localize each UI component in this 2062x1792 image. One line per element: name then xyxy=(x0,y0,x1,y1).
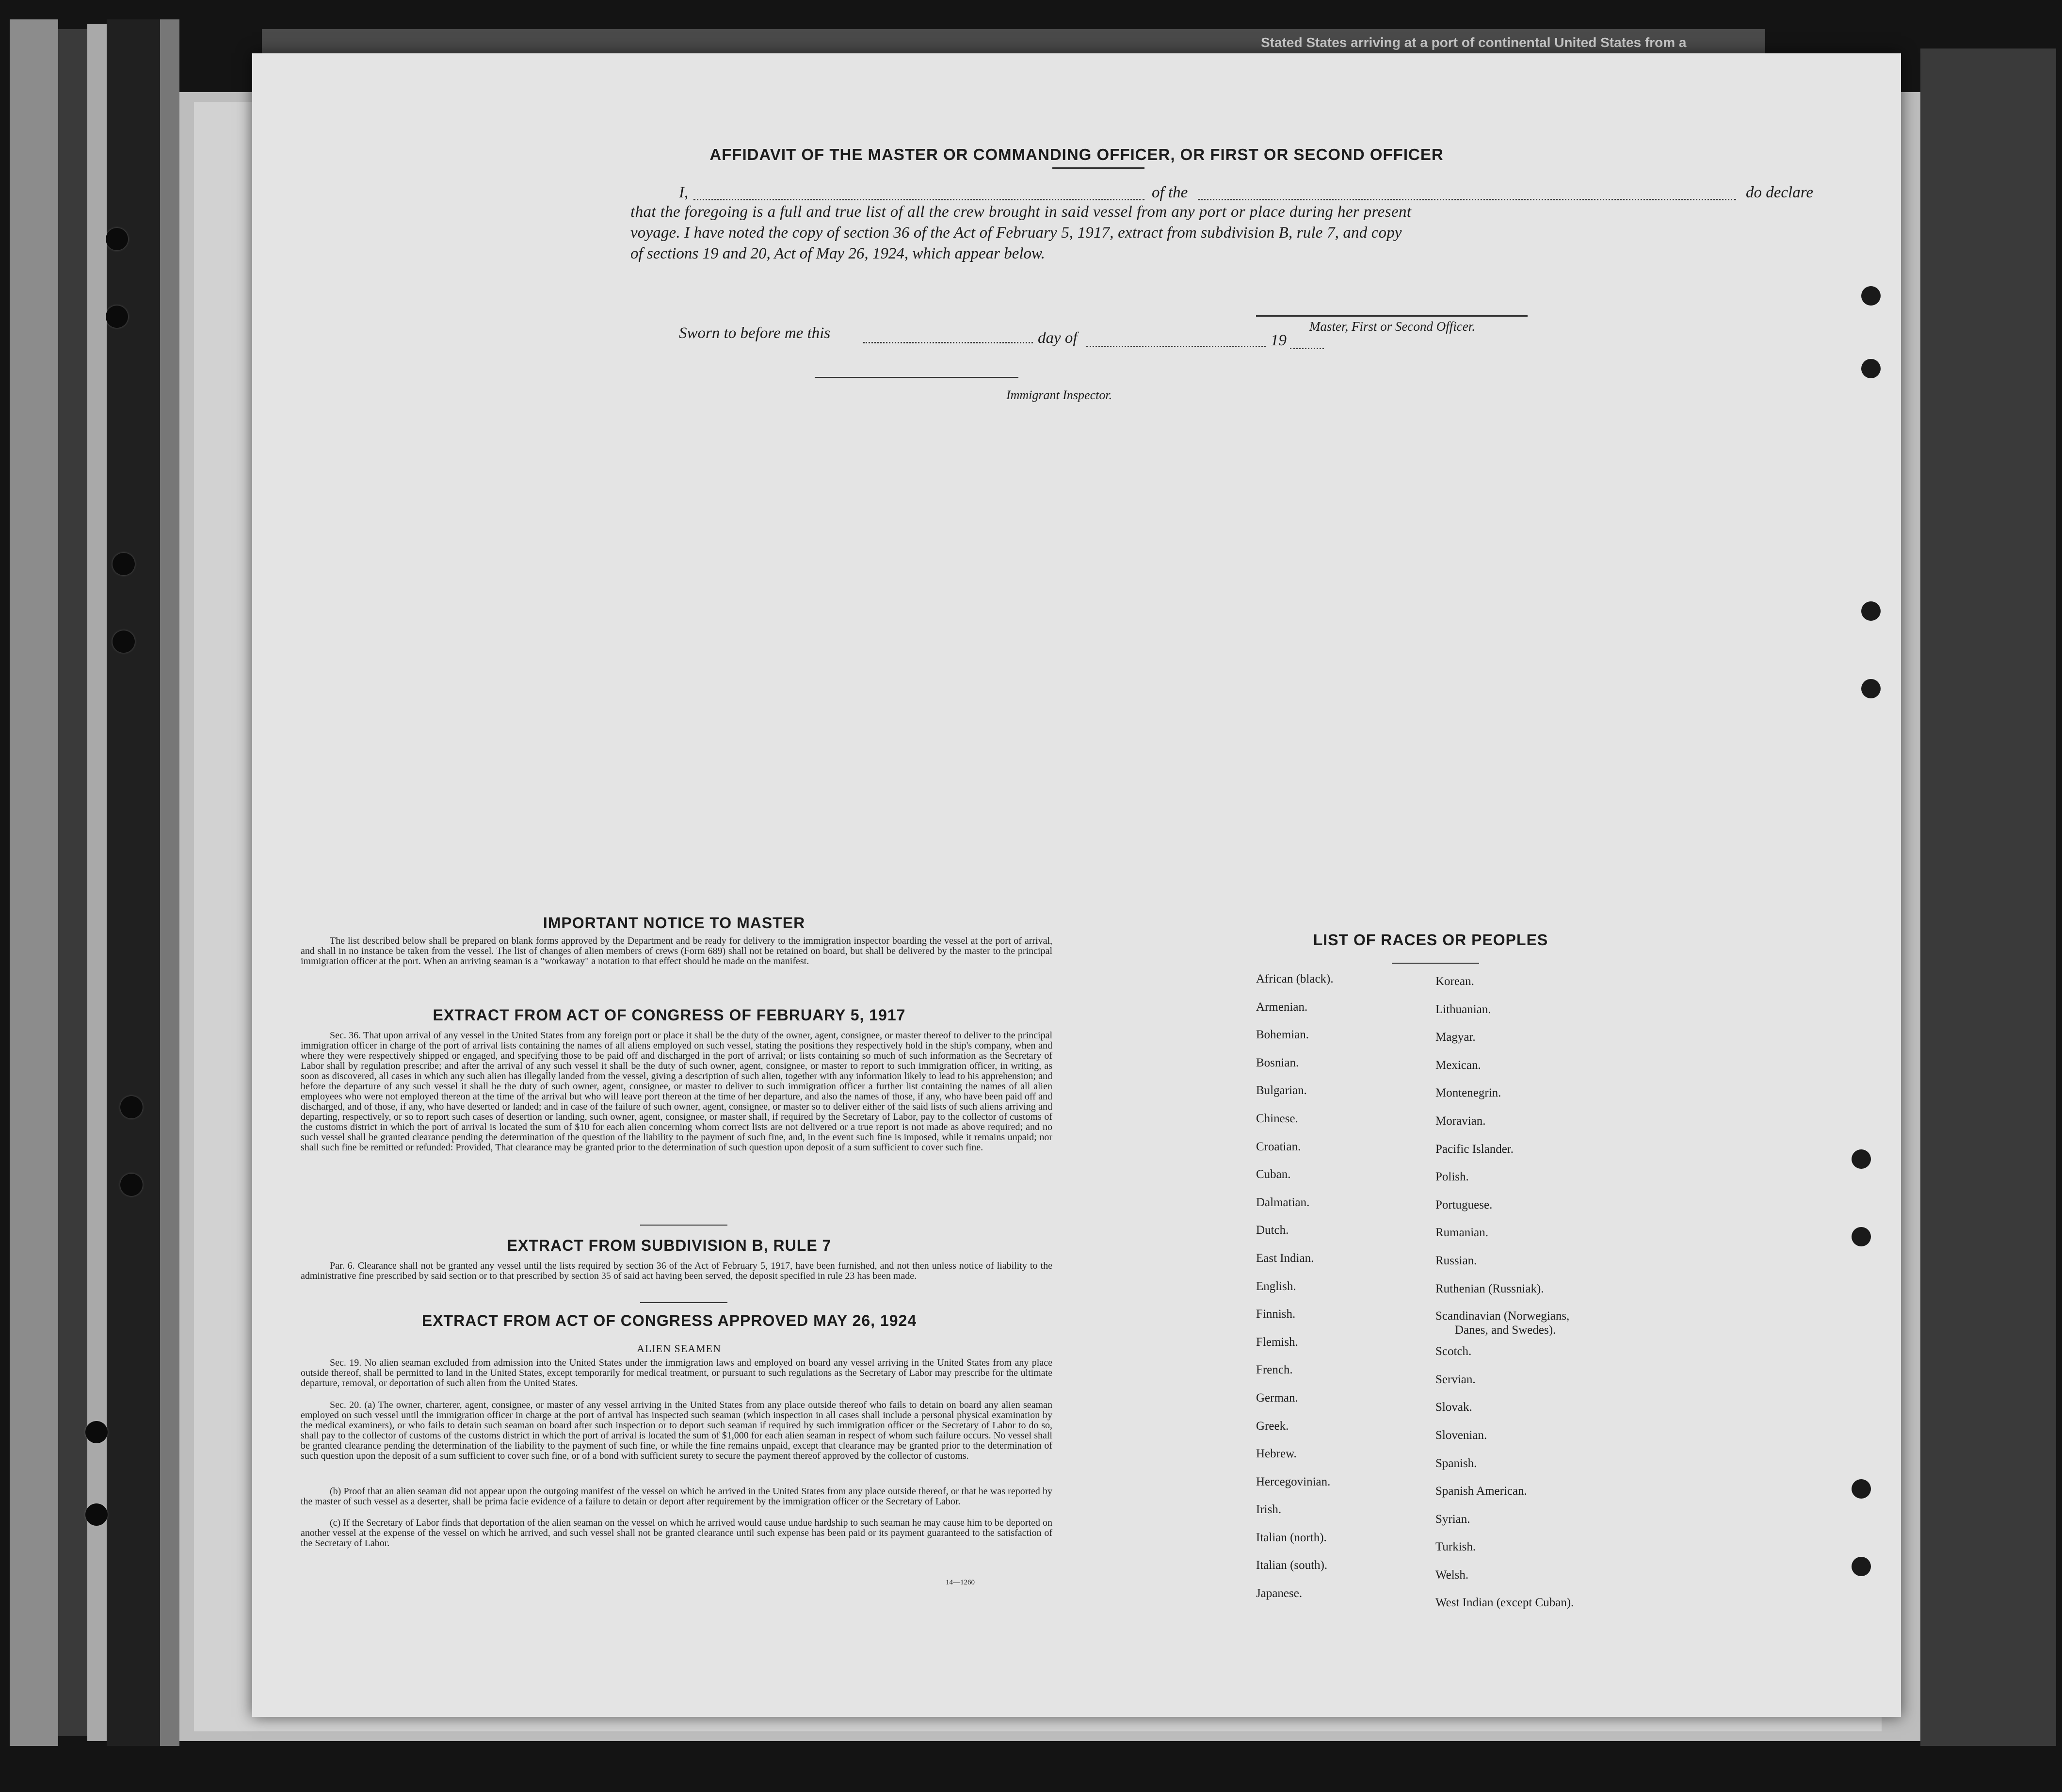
race-item: Welsh. xyxy=(1435,1568,1469,1582)
affidavit-line1-prefix: I, xyxy=(679,184,689,201)
punch-hole xyxy=(85,1421,108,1443)
race-item: African (black). xyxy=(1256,972,1334,985)
punch-hole xyxy=(1861,359,1881,378)
punch-hole xyxy=(1852,1557,1871,1576)
race-item: Ruthenian (Russniak). xyxy=(1435,1282,1544,1295)
race-item: Servian. xyxy=(1435,1372,1476,1386)
punch-hole xyxy=(1852,1149,1871,1169)
punch-hole xyxy=(106,306,128,328)
races-title: LIST OF RACES OR PEOPLES xyxy=(1313,931,1548,949)
race-item: Scandinavian (Norwegians, xyxy=(1435,1309,1570,1323)
race-item: Greek. xyxy=(1256,1419,1289,1433)
master-signature-line xyxy=(1256,315,1528,317)
punch-hole xyxy=(106,228,128,250)
race-item: Finnish. xyxy=(1256,1308,1296,1321)
inspector-signature-line xyxy=(815,377,1018,378)
race-item: Slovenian. xyxy=(1435,1428,1487,1442)
sworn-year: 19 xyxy=(1271,332,1287,349)
race-item: Slovak. xyxy=(1435,1401,1472,1414)
punch-hole xyxy=(85,1503,108,1526)
header-fragment: Stated States arriving at a port of continental United States from a xyxy=(1261,35,1687,50)
race-item: Italian (north). xyxy=(1256,1531,1327,1544)
notice-text: The list described below shall be prepared on blank forms approved by the Department and be ready for delivery to the immigration inspector boarding the vessel at the port of arrival, and shall in no instance be taken from the vessel. The list of changes of alien members of crews (Form 689) shall not be retained on board, but shall be delivered by the master to the principal immigration officer at the port. When an arriving seaman is a "workaway" a notation to that effect should be made on the manifest. xyxy=(301,936,1052,967)
affidavit-title: AFFIDAVIT OF THE MASTER OR COMMANDING OFFICER, OR FIRST OR SECOND OFFICER xyxy=(709,145,1444,163)
punch-hole xyxy=(1861,601,1881,621)
race-item: Armenian. xyxy=(1256,1000,1308,1014)
punch-hole xyxy=(1861,679,1881,698)
race-item: Moravian. xyxy=(1435,1114,1486,1128)
vessel-blank xyxy=(1198,199,1736,200)
right-shadow-area xyxy=(1920,48,2056,1746)
race-item: Pacific Islander. xyxy=(1435,1142,1514,1156)
race-item: English. xyxy=(1256,1279,1296,1293)
race-item: Polish. xyxy=(1435,1170,1469,1184)
affidavit-line3: voyage. I have noted the copy of section 36 of the Act of February 5, 1917, extract from subdivision B, rule 7, and copy xyxy=(630,224,1402,242)
race-item: Chinese. xyxy=(1256,1112,1298,1125)
alien-seamen-subtitle: ALIEN SEAMEN xyxy=(637,1342,721,1355)
race-item: Rumanian. xyxy=(1435,1226,1489,1240)
race-item: Turkish. xyxy=(1435,1540,1476,1554)
punch-hole xyxy=(1852,1479,1871,1499)
race-item: Hebrew. xyxy=(1256,1447,1297,1461)
race-item: Cuban. xyxy=(1256,1168,1291,1181)
sworn-date-blank xyxy=(863,342,1033,343)
race-item: Danes, and Swedes). xyxy=(1455,1324,1556,1337)
punch-hole xyxy=(113,630,135,653)
form-number: 14—1260 xyxy=(946,1579,975,1586)
race-item: West Indian (except Cuban). xyxy=(1435,1596,1574,1610)
title-rule xyxy=(1052,167,1144,169)
section-divider xyxy=(640,1302,727,1303)
race-item: Scotch. xyxy=(1435,1345,1472,1358)
inspector-label: Immigrant Inspector. xyxy=(1006,388,1112,402)
race-item: Korean. xyxy=(1435,975,1474,988)
race-item: Dutch. xyxy=(1256,1224,1289,1237)
races-left-column xyxy=(1256,965,1334,1608)
binder-strip-2 xyxy=(58,29,87,1736)
extract-1917-title: EXTRACT FROM ACT OF CONGRESS OF FEBRUARY 5, 1917 xyxy=(433,1006,906,1024)
race-item: Lithuanian. xyxy=(1435,1002,1491,1016)
extract-rule7-title: EXTRACT FROM SUBDIVISION B, RULE 7 xyxy=(507,1237,832,1254)
races-right-column xyxy=(1435,968,1574,1617)
race-item: Japanese. xyxy=(1256,1587,1303,1600)
manifest-page xyxy=(252,53,1901,1717)
race-item: French. xyxy=(1256,1363,1293,1377)
extract-rule7-text: Par. 6. Clearance shall not be granted any vessel until the lists required by section 36 of the Act of February 5, 1917, have been furnished, and not then unless notice of liability to the administrative fine prescribed by said section or to that prescribed by section 35 of said act having been served, the deposit specified in rule 23 has been made. xyxy=(301,1260,1052,1281)
punch-hole xyxy=(113,553,135,575)
race-item: German. xyxy=(1256,1391,1298,1405)
race-item: Montenegrin. xyxy=(1435,1086,1501,1100)
affidavit-line1-suffix: do declare xyxy=(1746,184,1813,201)
race-item: Magyar. xyxy=(1435,1031,1476,1044)
affidavit-line4: of sections 19 and 20, Act of May 26, 1924, which appear below. xyxy=(630,245,1045,262)
sec20c-text: (c) If the Secretary of Labor finds that deportation of the alien seaman on the vessel on which he arrived would cause undue hardship to such seaman he may cause him to be deported on another vessel at the expense of the vessel on which he arrived, and such vessel shall not be granted clearance until such expense has been paid or its payment guaranteed to the satisfaction of the Secretary of Labor. xyxy=(301,1518,1052,1549)
race-item: East Indian. xyxy=(1256,1251,1314,1265)
name-blank xyxy=(693,199,1144,200)
sec20a-text: Sec. 20. (a) The owner, charterer, agent, consignee, or master of any vessel arriving in the United States from any place outside thereof who fails to detain on board any alien seaman employed on such vessel until the immigration officer in charge at the port of arrival has inspected such seaman (which inspection in all cases shall include a personal physical examination by the medical examiners), or who fails to detain such seaman on board after such inspection or to deport such seaman if required by such immigration officer or the Secretary of Labor to do so, shall pay to the collector of customs of the customs district in which the port of arrival is located the sum of $1,000 for each alien seaman in respect of whom such failure occurs. No vessel shall be granted clearance pending the determination of the liability to the payment of such fine, or while the fine remains unpaid, except that clearance may be granted prior to the determination of such question upon the deposit of a sum sufficient to cover such fine, or of a bond with sufficient surety to secure the payment thereof approved by the collector of customs. xyxy=(301,1400,1052,1461)
race-item: Portuguese. xyxy=(1435,1198,1493,1211)
races-title-rule xyxy=(1392,963,1479,964)
race-item: Bohemian. xyxy=(1256,1028,1309,1042)
affidavit-line1-mid: of the xyxy=(1152,184,1188,201)
punch-hole xyxy=(120,1174,143,1196)
sec20b-text: (b) Proof that an alien seaman did not appear upon the outgoing manifest of the vessel on which he arrived in the United States from any place outside thereof, or that he was reported by the master of such vessel as a deserter, shall be prima facie evidence of a failure to detain or deport after requirement by the immigration officer or the Secretary of Labor. xyxy=(301,1486,1052,1507)
binder-strip-4 xyxy=(107,19,160,1746)
race-item: Spanish. xyxy=(1435,1456,1477,1470)
sworn-prefix: Sworn to before me this xyxy=(679,324,831,342)
binder-strip-3 xyxy=(87,24,107,1741)
race-item: Flemish. xyxy=(1256,1335,1298,1349)
race-item: Dalmatian. xyxy=(1256,1195,1310,1209)
race-item: Bulgarian. xyxy=(1256,1084,1307,1098)
punch-hole xyxy=(120,1096,143,1118)
race-item: Irish. xyxy=(1256,1503,1282,1517)
binder-strip-5 xyxy=(160,19,179,1746)
sworn-day: day of xyxy=(1038,329,1078,347)
extract-1917-text: Sec. 36. That upon arrival of any vessel in the United States from any foreign port or place it shall be the duty of the owner, agent, consignee, or master thereof to deliver to the principal immigration officer in charge of the port of arrival lists containing the names of all aliens employed on such vessel, stating the positions they respectively hold in the ship's company, when and where they were respectively shipped or engaged, and specifying those to be paid off and discharged in the port of arrival; or lists containing so much of such information as the Secretary of Labor shall by regulation prescribe; and after the arrival of any such vessel it shall be the duty of such owner, agent, consignee, or master to report to such immigration officer, in writing, as soon as discovered, all cases in which any such alien has illegally landed from the vessel, giving a description of such alien, together with any information likely to lead to his apprehension; and before the departure of any such vessel it shall be the duty of such owner, agent, consignee, or master to deliver to such immigration officer a further list containing the names of all alien employees who were not employed thereon at the time of the arrival but who will leave port thereon at the time of her departure, and also the names of those, if any, who have been paid off and discharged, and of those, if any, who have deserted or landed; and in case of the failure of such owner, agent, consignee, or master so to deliver either of the said lists of such aliens arriving and departing, respectively, or so to report such cases of desertion or landing, such owner, agent, consignee, or master shall, if required by the Secretary of Labor, pay to the collector of customs of the customs district in which the port of arrival is located the sum of $10 for each alien concerning whom correct lists are not delivered or a true report is not made as above required; and no such vessel shall be granted clearance pending the determination of the question of the liability to the payment of such fine, and, in the event such fine is imposed, while it remains unpaid; nor shall such fine be remitted or refunded: Provided, That clearance may be granted prior to the determination of such question upon deposit of a sum sufficient to cover such fine. xyxy=(301,1030,1052,1153)
race-item: Italian (south). xyxy=(1256,1559,1328,1572)
extract-1924-title: EXTRACT FROM ACT OF CONGRESS APPROVED MAY 26, 1924 xyxy=(421,1312,917,1329)
binder-strip-left xyxy=(10,19,58,1746)
race-item: Spanish American. xyxy=(1435,1485,1527,1498)
master-signature-label: Master, First or Second Officer. xyxy=(1309,319,1475,334)
race-item: Croatian. xyxy=(1256,1140,1301,1153)
notice-title: IMPORTANT NOTICE TO MASTER xyxy=(543,914,805,932)
punch-hole xyxy=(1861,286,1881,306)
sec19-text: Sec. 19. No alien seaman excluded from admission into the United States under the immigration laws and employed on board any vessel arriving in the United States from any place outside thereof, shall be permitted to land in the United States, except temporarily for medical treatment, or pursuant to such regulations as the Secretary of Labor may prescribe for the ultimate departure, removal, or deportation of such alien from the United States. xyxy=(301,1357,1052,1388)
sworn-month-blank xyxy=(1086,346,1266,347)
race-item: Bosnian. xyxy=(1256,1056,1299,1069)
section-divider xyxy=(640,1225,727,1226)
race-item: Russian. xyxy=(1435,1254,1477,1267)
race-item: Hercegovinian. xyxy=(1256,1475,1331,1488)
race-item: Syrian. xyxy=(1435,1512,1470,1526)
race-item: Mexican. xyxy=(1435,1058,1481,1072)
punch-hole xyxy=(1852,1227,1871,1246)
affidavit-line2: that the foregoing is a full and true list of all the crew brought in said vessel from any port or place during her present xyxy=(630,203,1412,221)
sworn-year-blank xyxy=(1290,348,1324,349)
